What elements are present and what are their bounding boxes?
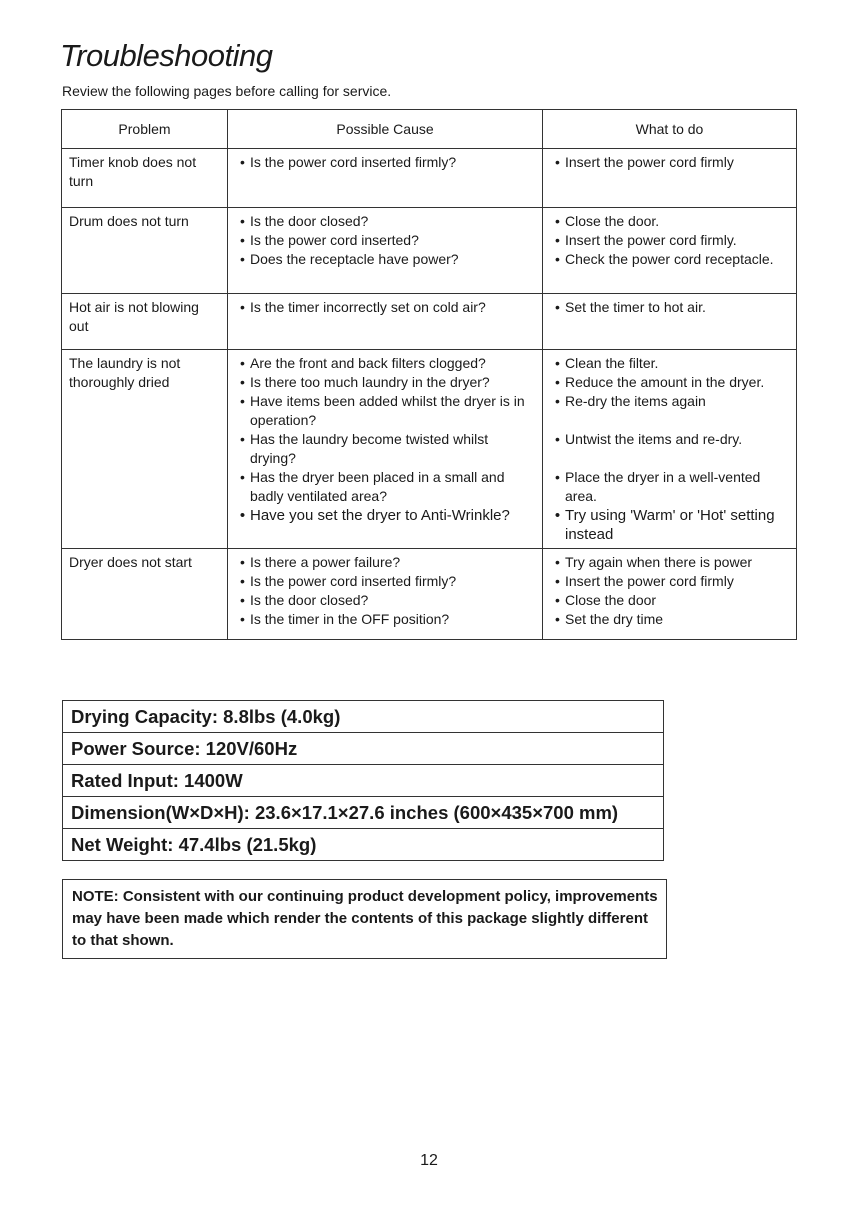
- action-item: • Check the power cord receptacle.: [550, 250, 790, 269]
- action-cell: [543, 208, 797, 294]
- action-item: • Try using 'Warm' or 'Hot' setting instead: [550, 506, 790, 544]
- action-item: • Close the door: [550, 591, 790, 610]
- table-header-row: [62, 110, 797, 149]
- spec-net-weight: Net Weight: 47.4lbs (21.5kg): [63, 828, 663, 860]
- cause-item: • Is the timer incorrectly set on cold air?: [235, 298, 536, 317]
- table-row: [62, 208, 797, 294]
- troubleshooting-table: [61, 109, 797, 640]
- spec-rated-input: Rated Input: 1400W: [63, 764, 663, 796]
- action-item: • Clean the filter.: [550, 354, 790, 373]
- page-number: 12: [420, 1152, 438, 1169]
- cause-cell: [228, 208, 543, 294]
- cause-item: • Is the timer in the OFF position?: [235, 610, 536, 629]
- cause-cell: [228, 549, 543, 640]
- cause-item: • Is the power cord inserted firmly?: [235, 153, 536, 172]
- cause-cell: [228, 149, 543, 208]
- table-row: [62, 549, 797, 640]
- action-cell: [543, 294, 797, 350]
- problem-cell: Hot air is not blowing out: [62, 294, 228, 350]
- cause-item: • Is the door closed?: [235, 212, 536, 231]
- action-item: • Reduce the amount in the dryer.: [550, 373, 790, 392]
- note-box: NOTE: Consistent with our continuing product development policy, improvements may have been made which render the contents of this package slightly different to that shown.: [62, 879, 667, 959]
- column-header-action: What to do: [543, 110, 797, 149]
- action-cell: [543, 549, 797, 640]
- cause-item: • Is the door closed?: [235, 591, 536, 610]
- cause-item: • Has the laundry become twisted whilst drying?: [235, 430, 536, 468]
- action-item: • Re-dry the items again: [550, 392, 790, 411]
- specifications-box: [62, 700, 664, 861]
- cause-item: • Is there too much laundry in the dryer?: [235, 373, 536, 392]
- action-item: • Untwist the items and re-dry.: [550, 430, 790, 449]
- column-header-cause: Possible Cause: [228, 110, 543, 149]
- cause-item: • Does the receptacle have power?: [235, 250, 536, 269]
- action-cell: [543, 149, 797, 208]
- page-subtitle: Review the following pages before calling for service.: [62, 83, 392, 99]
- cause-cell: [228, 350, 543, 549]
- cause-item: • Have items been added whilst the dryer is in operation?: [235, 392, 536, 430]
- action-item: • Try again when there is power: [550, 553, 790, 572]
- table-row: [62, 149, 797, 208]
- table-row: [62, 294, 797, 350]
- cause-item: • Is the power cord inserted firmly?: [235, 572, 536, 591]
- action-cell: [543, 350, 797, 549]
- cause-cell: [228, 294, 543, 350]
- spec-drying-capacity: Drying Capacity: 8.8lbs (4.0kg): [71, 706, 341, 727]
- problem-cell: Dryer does not start: [62, 549, 228, 640]
- action-item: • Insert the power cord firmly.: [550, 231, 790, 250]
- spec-power-source: Power Source: 120V/60Hz: [63, 732, 663, 764]
- action-item: • Insert the power cord firmly: [550, 572, 790, 591]
- column-header-problem: Problem: [62, 110, 228, 149]
- action-item: • Set the timer to hot air.: [550, 298, 790, 317]
- action-item: • Set the dry time: [550, 610, 790, 629]
- cause-item: • Is there a power failure?: [235, 553, 536, 572]
- cause-item: • Have you set the dryer to Anti-Wrinkle?: [235, 506, 536, 525]
- action-item: • Place the dryer in a well-vented area.: [550, 468, 790, 506]
- page-title: Troubleshooting: [60, 38, 273, 73]
- problem-cell: Drum does not turn: [62, 208, 228, 294]
- problem-cell: Timer knob does not turn: [62, 149, 228, 208]
- cause-item: • Has the dryer been placed in a small and badly ventilated area?: [235, 468, 536, 506]
- cause-item: • Are the front and back filters clogged?: [235, 354, 536, 373]
- spec-dimension: Dimension(W×D×H): 23.6×17.1×27.6 inches (600×435×700 mm): [63, 796, 663, 828]
- cause-item: • Is the power cord inserted?: [235, 231, 536, 250]
- action-item: • Close the door.: [550, 212, 790, 231]
- table-row: [62, 350, 797, 549]
- problem-cell: The laundry is not thoroughly dried: [62, 350, 228, 549]
- action-item: • Insert the power cord firmly: [550, 153, 790, 172]
